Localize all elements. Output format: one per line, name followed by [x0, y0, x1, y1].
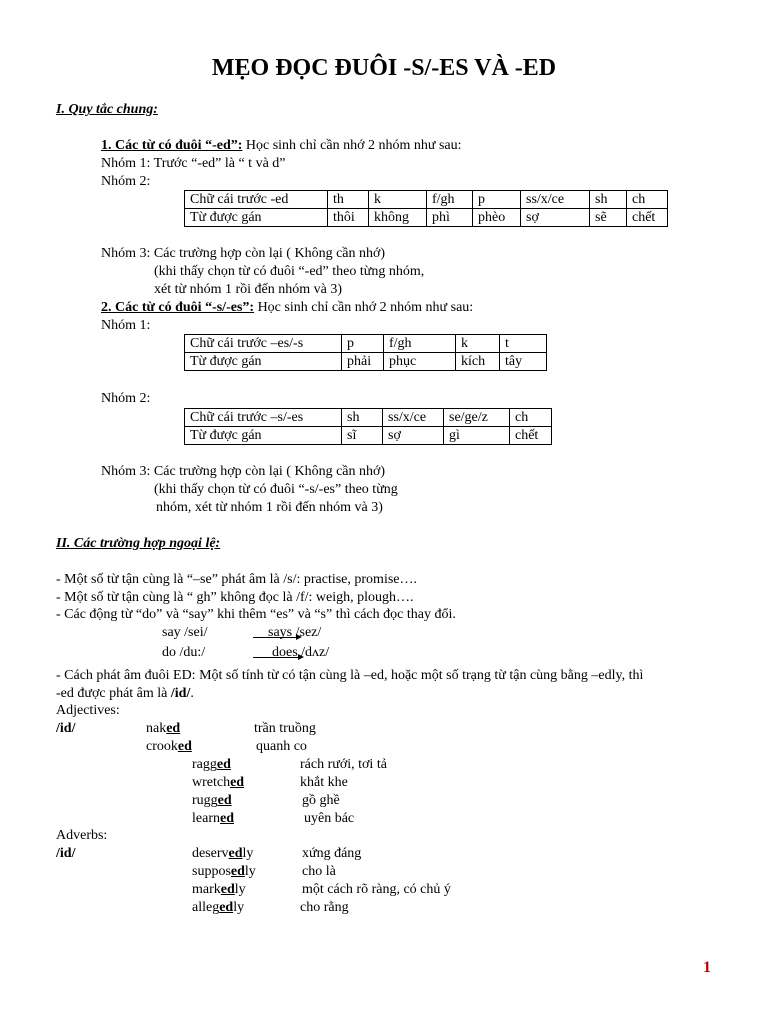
ses-group2-label: Nhóm 2: — [101, 391, 151, 406]
table-cell: chết — [510, 427, 552, 445]
ses-group3-note-line2: nhóm, xét từ nhóm 1 rồi đến nhóm và 3) — [156, 500, 383, 515]
page-title: MẸO ĐỌC ĐUÔI -S/-ES VÀ -ED — [211, 55, 557, 81]
table-row — [185, 409, 552, 427]
table-cell: Chữ cái trước -ed — [185, 191, 328, 209]
table-cell: sẽ — [590, 209, 627, 227]
do-pronunciation: do /du:/ — [162, 645, 206, 660]
ses-group2-table — [184, 408, 552, 445]
ed-rule-heading — [101, 137, 462, 155]
table-cell: gì — [444, 427, 510, 445]
ses-rule-heading — [101, 299, 473, 317]
table-cell: p — [342, 335, 384, 353]
section-heading-exceptions: II. Các trường hợp ngoại lệ: — [56, 536, 221, 551]
does-pronunciation: does /dʌz/ — [272, 645, 330, 660]
say-pronunciation: say /sei/ — [162, 625, 208, 640]
table-cell: k — [369, 191, 427, 209]
word-meaning: trần truồng — [254, 721, 316, 736]
adjectives-label: Adjectives: — [56, 703, 120, 718]
table-cell: Chữ cái trước –s/-es — [185, 409, 342, 427]
table-cell: Từ được gán — [185, 353, 342, 371]
word-suffix: ly — [244, 864, 256, 879]
table-cell: f/gh — [427, 191, 473, 209]
exception-do-say: - Các động từ “do” và “say” khi thêm “es” và “s” thì cách đọc thay đổi. — [56, 607, 456, 622]
word-ending: ed — [177, 739, 192, 754]
word-suffix: ly — [233, 900, 245, 915]
ed-group1: Nhóm 1: Trước “-ed” là “ t và d” — [101, 156, 286, 171]
list-item — [192, 810, 234, 828]
ed-exception-text: -ed được phát âm là — [56, 686, 171, 701]
table-cell: phải — [342, 353, 384, 371]
word-stem: deserv — [192, 846, 229, 861]
table-row — [185, 427, 552, 445]
table-cell: p — [473, 191, 521, 209]
table-cell: ss/x/ce — [383, 409, 444, 427]
word-meaning: gồ ghề — [302, 793, 340, 808]
table-cell: sợ — [383, 427, 444, 445]
ed-group2-table — [184, 190, 668, 227]
word-meaning: khắt khe — [300, 775, 348, 790]
table-cell: phèo — [473, 209, 521, 227]
word-stem: nak — [146, 721, 167, 736]
ed-rule-title: 1. Các từ có đuôi “-ed”: — [101, 138, 243, 153]
ed-exception-end: . — [190, 686, 194, 701]
ses-rule-intro: Học sinh chỉ cần nhớ 2 nhóm như sau: — [254, 300, 474, 315]
list-item — [192, 774, 244, 792]
ses-group1-table — [184, 334, 547, 371]
table-cell: ch — [627, 191, 668, 209]
list-item — [192, 756, 231, 774]
table-cell: Từ được gán — [185, 209, 328, 227]
list-item — [192, 863, 256, 881]
list-item — [146, 720, 180, 738]
word-meaning: cho rằng — [300, 900, 349, 915]
ses-group3-note-line1: (khi thấy chọn từ có đuôi “-s/-es” theo từng — [154, 482, 398, 497]
table-cell: Từ được gán — [185, 427, 342, 445]
says-pronunciation: says /sez/ — [268, 625, 322, 640]
table-cell: th — [328, 191, 369, 209]
list-item — [192, 899, 244, 917]
table-row — [185, 335, 547, 353]
section-heading-general-rules: I. Quy tắc chung: — [56, 102, 158, 117]
word-stem: learn — [192, 811, 220, 826]
word-stem: alleg — [192, 900, 220, 915]
ed-exception-intro-cont — [56, 685, 194, 703]
table-cell: thôi — [328, 209, 369, 227]
table-cell: sh — [590, 191, 627, 209]
word-ending: ed — [217, 793, 232, 808]
word-meaning: một cách rõ ràng, có chủ ý — [302, 882, 451, 897]
table-cell: phục — [384, 353, 456, 371]
ed-rule-intro: Học sinh chỉ cần nhớ 2 nhóm như sau: — [242, 138, 462, 153]
adjectives-id-label: /id/ — [56, 721, 76, 736]
table-cell: ch — [510, 409, 552, 427]
table-cell: f/gh — [384, 335, 456, 353]
id-sound: /id/ — [170, 686, 191, 701]
table-cell: sĩ — [342, 427, 383, 445]
word-ending: ed — [228, 846, 243, 861]
word-stem: crook — [146, 739, 178, 754]
word-ending: ed — [219, 900, 234, 915]
word-meaning: quanh co — [256, 739, 307, 754]
list-item — [192, 792, 232, 810]
word-ending: ed — [216, 757, 231, 772]
word-meaning: uyên bác — [304, 811, 355, 826]
word-stem: rugg — [192, 793, 218, 808]
word-suffix: ly — [234, 882, 246, 897]
table-cell: sh — [342, 409, 383, 427]
ses-rule-title: 2. Các từ có đuôi “-s/-es”: — [101, 300, 255, 315]
word-suffix: ly — [242, 846, 254, 861]
table-cell: không — [369, 209, 427, 227]
table-row — [185, 209, 668, 227]
table-cell: Chữ cái trước –es/-s — [185, 335, 342, 353]
word-stem: ragg — [192, 757, 217, 772]
ed-group3-note-line1: (khi thấy chọn từ có đuôi “-ed” theo từng nhóm, — [154, 264, 425, 279]
ses-group1-label: Nhóm 1: — [101, 318, 151, 333]
exception-se: - Một số từ tận cùng là “–se” phát âm là /s/: practise, promise…. — [56, 572, 417, 587]
page-number: 1 — [703, 959, 711, 976]
word-stem: mark — [192, 882, 221, 897]
list-item — [146, 738, 192, 756]
exception-gh: - Một số từ tận cùng là “ gh” không đọc là /f/: weigh, plough…. — [56, 590, 414, 605]
word-stem: suppos — [192, 864, 231, 879]
ed-group3-note-line2: xét từ nhóm 1 rồi đến nhóm và 3) — [154, 282, 343, 297]
table-cell: t — [500, 335, 547, 353]
ed-group3: Nhóm 3: Các trường hợp còn lại ( Không cần nhớ) — [101, 246, 386, 261]
word-meaning: xứng đáng — [302, 846, 362, 861]
table-cell: chết — [627, 209, 668, 227]
table-cell: k — [456, 335, 500, 353]
table-cell: se/ge/z — [444, 409, 510, 427]
table-cell: tây — [500, 353, 547, 371]
table-row — [185, 353, 547, 371]
ed-exception-intro: - Cách phát âm đuôi ED: Một số tính từ có tận cùng là –ed, hoặc một số trạng từ tận cùng bằng –edly, thì — [56, 668, 644, 683]
word-ending: ed — [166, 721, 181, 736]
adverbs-id-label: /id/ — [56, 846, 76, 861]
word-meaning: cho là — [302, 864, 336, 879]
ses-group3: Nhóm 3: Các trường hợp còn lại ( Không cần nhớ) — [101, 464, 386, 479]
word-ending: ed — [220, 882, 235, 897]
list-item — [192, 881, 246, 899]
word-stem: wretch — [192, 775, 231, 790]
adverbs-label: Adverbs: — [56, 828, 108, 843]
word-ending: ed — [230, 775, 245, 790]
table-cell: ss/x/ce — [521, 191, 590, 209]
word-ending: ed — [219, 811, 234, 826]
table-row — [185, 191, 668, 209]
word-ending: ed — [230, 864, 245, 879]
table-cell: phì — [427, 209, 473, 227]
table-cell: sợ — [521, 209, 590, 227]
word-meaning: rách rưới, tơi tả — [300, 757, 387, 772]
list-item — [192, 845, 253, 863]
ed-group2-label: Nhóm 2: — [101, 174, 151, 189]
table-cell: kích — [456, 353, 500, 371]
